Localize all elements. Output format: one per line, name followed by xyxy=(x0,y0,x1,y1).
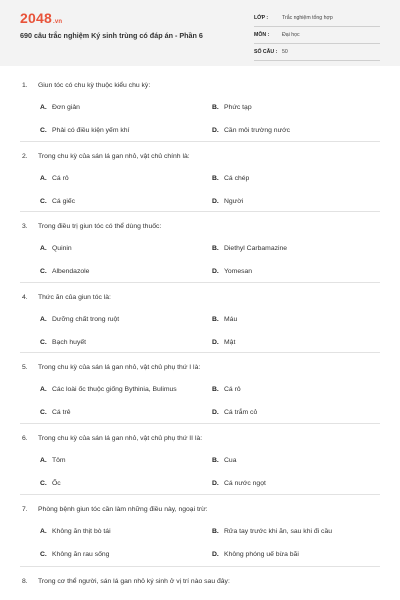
answer-option[interactable] xyxy=(212,551,299,558)
question-number: 7. xyxy=(22,506,28,513)
question-text xyxy=(22,578,230,585)
option-text: Không ăn rau sống xyxy=(52,551,110,558)
answer-option[interactable] xyxy=(40,268,89,275)
option-letter: B. xyxy=(212,175,219,182)
answer-option[interactable] xyxy=(40,127,129,134)
answer-option[interactable] xyxy=(40,104,80,111)
question-number: 3. xyxy=(22,223,28,230)
option-letter: D. xyxy=(212,198,219,205)
option-letter: D. xyxy=(212,127,219,134)
meta-value: Đại học xyxy=(282,32,300,38)
answer-option[interactable] xyxy=(40,528,111,535)
question-prompt: Giun tóc có chu kỳ thuộc kiểu chu kỳ: xyxy=(38,82,151,89)
question-divider xyxy=(20,141,380,142)
option-text: Albendazole xyxy=(52,268,90,275)
meta-row-subject xyxy=(254,27,380,44)
question-text xyxy=(22,294,111,301)
option-text: Phức tạp xyxy=(224,104,252,111)
question-divider xyxy=(20,423,380,424)
answer-option[interactable] xyxy=(40,316,119,323)
question-divider xyxy=(20,494,380,495)
option-letter: A. xyxy=(40,386,47,393)
option-text: Không phóng uế bừa bãi xyxy=(224,551,299,558)
answer-option[interactable] xyxy=(212,480,266,487)
document-title: 690 câu trắc nghiệm Ký sinh trùng có đáp án - Phần 6 xyxy=(20,31,203,40)
option-text: Người xyxy=(224,198,244,205)
answer-option[interactable] xyxy=(40,175,69,182)
option-text: Cá rô xyxy=(52,175,69,182)
question-prompt: Trong chu kỳ của sán lá gan nhỏ, vật chủ phụ thứ II là: xyxy=(38,435,203,442)
option-text: Rửa tay trước khi ăn, sau khi đi cầu xyxy=(224,528,333,535)
option-letter: B. xyxy=(212,245,219,252)
meta-key: LỚP : xyxy=(254,15,269,21)
answer-option[interactable] xyxy=(212,175,249,182)
question-text xyxy=(22,82,150,89)
answer-option[interactable] xyxy=(40,386,177,393)
answer-option[interactable] xyxy=(212,127,290,134)
option-text: Không ăn thịt bò tái xyxy=(52,528,111,535)
option-text: Phải có điều kiện yếm khí xyxy=(52,127,130,134)
meta-value: 50 xyxy=(282,49,288,55)
document-meta xyxy=(254,10,380,61)
answer-option[interactable] xyxy=(212,198,243,205)
question-number: 6. xyxy=(22,435,28,442)
option-letter: A. xyxy=(40,528,47,535)
option-text: Dưỡng chất trong ruột xyxy=(52,316,120,323)
question-text xyxy=(22,223,161,230)
option-text: Cá trê xyxy=(52,409,71,416)
question-number: 4. xyxy=(22,294,28,301)
option-letter: C. xyxy=(40,268,47,275)
option-letter: B. xyxy=(212,528,219,535)
option-text: Tôm xyxy=(52,457,66,464)
answer-option[interactable] xyxy=(40,409,71,416)
option-letter: A. xyxy=(40,104,47,111)
question-number: 2. xyxy=(22,153,28,160)
option-text: Đơn giản xyxy=(52,104,80,111)
option-text: Yomesan xyxy=(224,268,253,275)
question-text xyxy=(22,364,200,371)
question-prompt: Trong cơ thể người, sán lá gan nhỏ ký sinh ở vị trí nào sau đây: xyxy=(38,578,230,585)
answer-option[interactable] xyxy=(40,457,66,464)
answer-option[interactable] xyxy=(212,457,236,464)
question-number: 1. xyxy=(22,82,28,89)
option-text: Cá chép xyxy=(224,175,250,182)
meta-key: SỐ CÂU : xyxy=(254,49,278,55)
option-text: Diethyl Carbamazine xyxy=(224,245,288,252)
option-letter: A. xyxy=(40,316,47,323)
option-letter: C. xyxy=(40,198,47,205)
answer-option[interactable] xyxy=(40,198,75,205)
answer-option[interactable] xyxy=(212,245,287,252)
question-prompt: Phòng bệnh giun tóc cần làm những điều này, ngoại trừ: xyxy=(38,506,208,513)
option-text: Cá giếc xyxy=(52,198,76,205)
question-prompt: Trong chu kỳ của sán lá gan nhỏ, vật chủ chính là: xyxy=(38,153,190,160)
option-text: Cá nước ngọt xyxy=(224,480,266,487)
option-text: Cua xyxy=(224,457,237,464)
meta-row-class xyxy=(254,10,380,27)
question-divider xyxy=(20,566,380,567)
option-text: Mật xyxy=(224,339,236,346)
question-prompt: Trong điều trị giun tóc có thể dùng thuốc: xyxy=(38,223,162,230)
option-letter: A. xyxy=(40,457,47,464)
answer-option[interactable] xyxy=(212,528,332,535)
option-letter: C. xyxy=(40,127,47,134)
answer-option[interactable] xyxy=(212,386,241,393)
question-text xyxy=(22,506,208,513)
question-text xyxy=(22,153,190,160)
answer-option[interactable] xyxy=(40,480,61,487)
option-letter: B. xyxy=(212,457,219,464)
meta-row-count xyxy=(254,44,380,61)
option-text: Cần môi trường nước xyxy=(224,127,290,134)
option-letter: C. xyxy=(40,409,47,416)
meta-key: MÔN : xyxy=(254,32,270,38)
option-text: Ốc xyxy=(52,480,61,487)
answer-option[interactable] xyxy=(40,551,109,558)
answer-option[interactable] xyxy=(212,409,257,416)
option-text: Các loài ốc thuộc giống Bythinia, Bulimus xyxy=(52,386,177,393)
answer-option[interactable] xyxy=(212,316,237,323)
document-header xyxy=(0,0,400,66)
question-divider xyxy=(20,352,380,353)
question-number: 8. xyxy=(22,578,28,585)
option-letter: D. xyxy=(212,551,219,558)
option-letter: B. xyxy=(212,316,219,323)
logo-tld: .vn xyxy=(52,19,63,25)
option-letter: D. xyxy=(212,480,219,487)
answer-option[interactable] xyxy=(212,104,252,111)
option-letter: D. xyxy=(212,268,219,275)
site-logo[interactable] xyxy=(20,10,62,26)
option-text: Cá trắm cỏ xyxy=(224,409,258,416)
question-prompt: Trong chu kỳ của sán lá gan nhỏ, vật chủ phụ thứ I là: xyxy=(38,364,201,371)
question-text xyxy=(22,435,202,442)
option-letter: C. xyxy=(40,480,47,487)
question-prompt: Thức ăn của giun tóc là: xyxy=(38,294,111,301)
logo-text: 2048 xyxy=(20,10,52,26)
answer-option[interactable] xyxy=(40,245,72,252)
option-text: Máu xyxy=(224,316,238,323)
option-text: Bạch huyết xyxy=(52,339,87,346)
question-divider xyxy=(20,282,380,283)
meta-value: Trắc nghiệm tổng hợp xyxy=(282,15,333,21)
option-letter: D. xyxy=(212,339,219,346)
option-letter: D. xyxy=(212,409,219,416)
answer-option[interactable] xyxy=(40,339,86,346)
option-letter: C. xyxy=(40,551,47,558)
option-letter: B. xyxy=(212,104,219,111)
answer-option[interactable] xyxy=(212,268,252,275)
option-text: Quinin xyxy=(52,245,72,252)
option-letter: B. xyxy=(212,386,219,393)
option-text: Cá rô xyxy=(224,386,241,393)
answer-option[interactable] xyxy=(212,339,235,346)
question-divider xyxy=(20,211,380,212)
option-letter: A. xyxy=(40,175,47,182)
question-number: 5. xyxy=(22,364,28,371)
option-letter: C. xyxy=(40,339,47,346)
option-letter: A. xyxy=(40,245,47,252)
